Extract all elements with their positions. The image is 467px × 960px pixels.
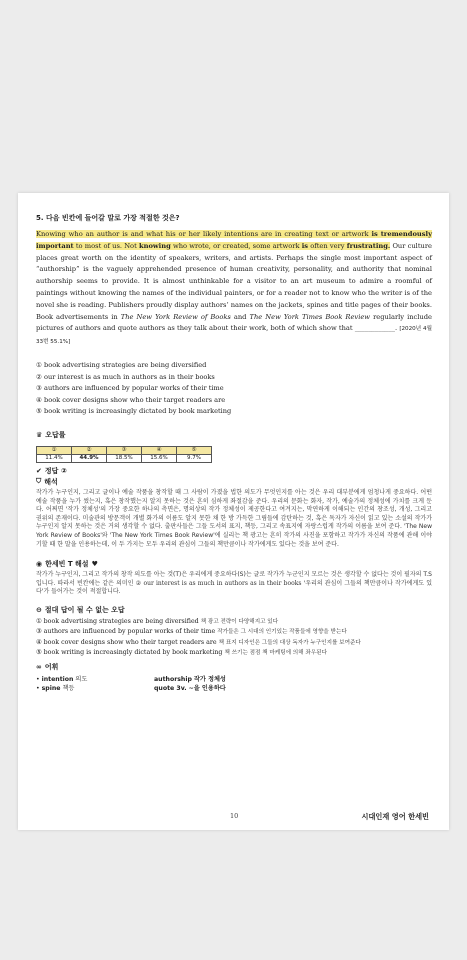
source-ref: [2020년 4월 33번 55.1%] — [36, 326, 432, 346]
question-title: 5. 다음 빈칸에 들어갈 말로 가장 적절한 것은? — [36, 214, 180, 222]
wrong-rate-table — [36, 446, 212, 463]
translation-text: 작가가 누구인지, 그리고 글이나 예술 작품을 창작할 때 그 사람이 가졌을 법한 의도가 무엇인지를 아는 것은 우리 대부분에게 엄청나게 중요하다. 어떤 예술 작품을 누가 썼는지, 혹은 창작했는지 알지 못하는 것은 흔히 심하게 좌절감을 준다. 우리의 문화는 화자, 작가, 예술가의 정체성에 가치를 크게 둔다. 어쩌면 '작가 정체성'의 가장 중요한 하나의 측면은, 명의상의 작가 정체성이 제공한다고 여겨지는, 막연하게 이해되는 인간의 창조성, 개성, 그리고 권위의 존재이다. 미술관의 방문객이 개별 화가의 이름도 알지 못한 채 한 방 가득한 그림들에 감탄하는 것, 혹은 독자가 자신이 읽고 있는 소설의 작가가 누구인지 알지 못하는 것은 거의 생각할 수 없다. 출판사들은 그들 도서의 표지, 책등, 그리고 속표지에 자랑스럽게 작가의 이름을 보여 준다. 'The New York Review of Books'와 'The New York Times Book Review'에 실리는 책 광고는 흔히 작가의 사진을 포함하고 작가가 자신의 작품에 관해 이야기할 때 한 말을 인용하는데, 이 두 가지는 모두 우리의 관심이 그들의 책만큼이나 작가에게도 있다는 것을 보여 준다. — [36, 488, 432, 548]
translation-heading: ⛉ 해석 — [36, 477, 58, 486]
rate-label: ④ — [142, 446, 177, 454]
wrong-heading: ⊖ 절대 답이 될 수 없는 오답 — [36, 605, 125, 614]
vocab-item: • intention 의도 — [36, 675, 88, 683]
rate-label: ② — [72, 446, 107, 454]
page-number: 10 — [230, 812, 239, 820]
wrong-item: ⑤ book writing is increasingly dictated by book marketing 책 쓰기는 점점 책 마케팅에 의해 좌우된다 — [36, 649, 327, 657]
wrong-item: ③ authors are influenced by popular works of their time 작가들은 그 시대의 인기있는 작품들에 영향을 받는다 — [36, 628, 347, 636]
checkmark-icon: ✔ — [36, 466, 42, 475]
rate-value: 11.4% — [37, 454, 72, 462]
page-content — [36, 213, 432, 694]
commentary-heading: ◉ 한세빈 T 해설 ♥ — [36, 560, 98, 569]
vocab-list — [36, 675, 432, 694]
wrong-item: ① book advertising strategies are being diversified 책 광고 전략이 다양해지고 있다 — [36, 617, 279, 625]
wrong-rate-heading: ♛ 오답률 — [36, 430, 66, 439]
rate-label: ⑤ — [177, 446, 212, 454]
rate-label: ① — [37, 446, 72, 454]
glasses-icon: ∞ — [36, 662, 42, 671]
wrong-item: ④ book cover designs show who their target readers are 책 표지 디자인은 그들의 대상 독자가 누구인지를 보여준다 — [36, 638, 361, 646]
vocab-heading: ∞ 어휘 — [36, 662, 59, 671]
answer-heading: ✔ 정답 ② — [36, 466, 67, 475]
vocab-item: • spine 책등 — [36, 685, 75, 692]
rate-value: 44.9% — [72, 454, 107, 462]
choice-4: ④ book cover designs show who their target readers are — [36, 395, 226, 404]
vocab-item: quote 3v. ~을 인용하다 — [154, 685, 226, 692]
rate-value: 18.5% — [107, 454, 142, 462]
choice-3: ③ authors are influenced by popular works of their time — [36, 384, 224, 393]
book-title: 시대인재 영어 한세빈 — [361, 812, 429, 821]
trophy-icon: ♛ — [36, 430, 43, 439]
heart-icon: ♥ — [91, 560, 98, 569]
commentary-text: 작가가 누구인지, 그리고 작가의 창작 의도를 아는 것(T)은 우리에게 중요하다(S)는 글로 작가가 누군인지 모르는 것은 생각할 수 없다는 것이 필자의 T.S입니다. 따라서 빈칸에는 같은 의미인 ② our interest is as much in authors as in their books '우리의 관심이 그들의 책만큼이나 작가에게도 있다'가 들어가는 것이 적절합니다. — [36, 571, 432, 596]
rate-value: 15.6% — [142, 454, 177, 462]
rate-label: ③ — [107, 446, 142, 454]
choice-2: ② our interest is as much in authors as in their books — [36, 372, 215, 381]
minus-circle-icon: ⊖ — [36, 605, 42, 614]
document-page — [18, 193, 449, 830]
choice-1: ① book advertising strategies are being diversified — [36, 360, 207, 369]
shield-icon: ⛉ — [36, 477, 42, 486]
bullet-circle-icon: ◉ — [36, 560, 43, 569]
rate-value: 9.7% — [177, 454, 212, 462]
question-passage: Knowing who an author is and what his or her likely intentions are in creating text or artwork is tremendously important to most of us. Not knowing who wrote, or created, some artwork is often very frustrating. Our culture places great worth on the identity of speakers, writers, and artists. Perhaps the single most important aspect of “authorship” is the vaguely apprehended presence of human creativity, personality, and authority that nominal authorship seems to provide. It is almost unthinkable for a visitor to an art museum to admire a roomful of paintings without knowing the names of the individual painters, or for a reader not to know who the writer is of the novel she is reading. Publishers proudly display authors’ names on the jackets, spines and title pages of their books. Book advertisements in The New York Review of Books and The New York Times Book Review regularly include pictures of authors and quote authors as they talk about their work, both of which show that ____________. [2020년 4월 33번 55.1%] — [36, 230, 432, 346]
vocab-item: authorship 작가 정체성 — [154, 675, 226, 683]
choice-list — [36, 360, 432, 418]
choice-5: ⑤ book writing is increasingly dictated by book marketing — [36, 407, 232, 416]
passage-highlight-1: Knowing who an author is and what his or her likely intentions are in creating text or artwork is tremendously important to most of us. Not knowing who wrote, or created, some artwork is often very frustrating. — [36, 230, 432, 250]
wrong-list — [36, 617, 432, 659]
answer-blank: ____________. — [354, 324, 398, 333]
